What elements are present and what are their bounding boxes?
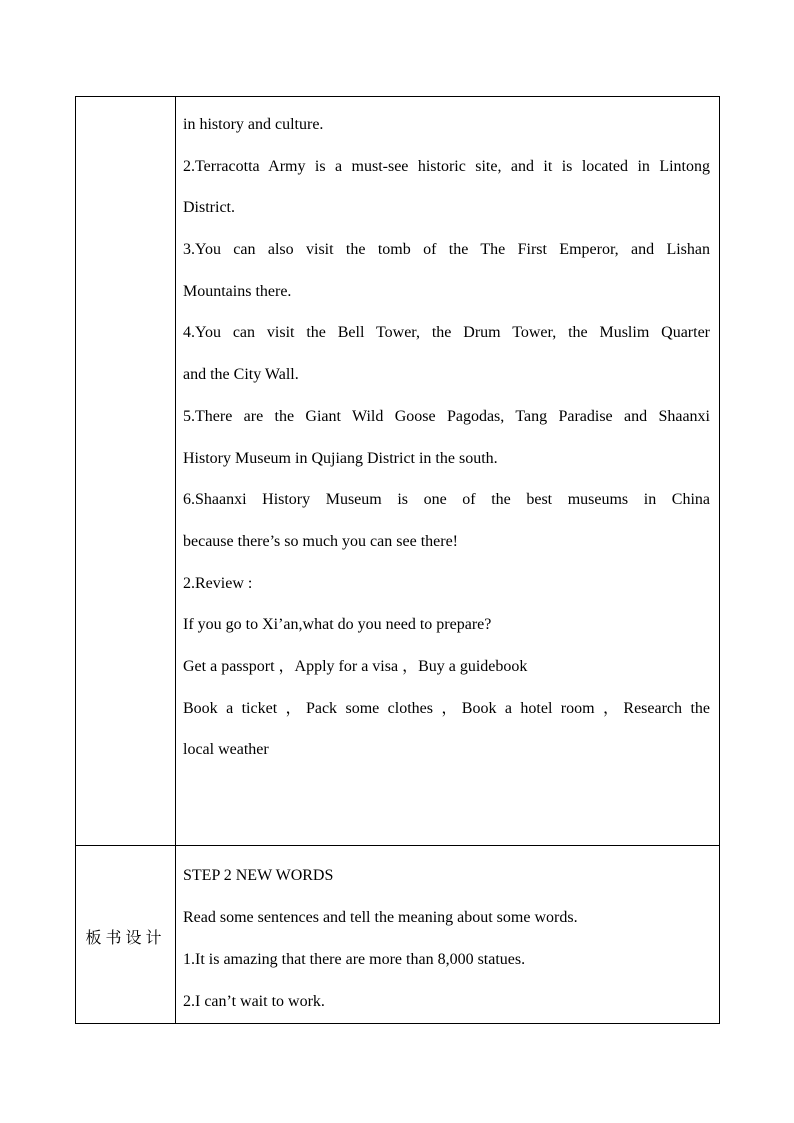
text-line: STEP 2 NEW WORDS: [183, 867, 334, 884]
text-line: 3.You can also visit the tomb of the The First Emperor, and Lishan: [183, 241, 710, 259]
text-line: Book a ticket ，Pack some clothes ，Book a hotel room ，Research the: [183, 699, 710, 717]
table-row: [76, 97, 720, 846]
text-line: Mountains there.: [183, 282, 292, 300]
content-cell-board-design: [176, 846, 720, 1024]
text-line: Get a passport ，Apply for a visa ，Buy a guidebook: [183, 657, 528, 675]
text-line: local weather: [183, 741, 269, 759]
text-line: and the City Wall.: [183, 366, 299, 384]
text-line: in history and culture.: [183, 116, 324, 133]
content-cell-procedure: [176, 97, 720, 846]
text-line: History Museum in Qujiang District in the south.: [183, 449, 498, 467]
text-line: District.: [183, 199, 235, 217]
table-row: [76, 846, 720, 1024]
text-line: 2.I can’t wait to work.: [183, 993, 325, 1010]
text-line: Read some sentences and tell the meaning about some words.: [183, 909, 578, 926]
row-label-cell: [76, 846, 176, 1024]
text-line: If you go to Xi’an,what do you need to prepare?: [183, 616, 492, 634]
text-line: 5.There are the Giant Wild Goose Pagodas, Tang Paradise and Shaanxi: [183, 407, 710, 425]
text-line: 4.You can visit the Bell Tower, the Drum Tower, the Muslim Quarter: [183, 324, 710, 342]
row-label-board-design: 板书设计: [85, 928, 166, 947]
row-label-cell-empty: [76, 97, 176, 846]
text-line: 2.Terracotta Army is a must-see historic site, and it is located in Lintong: [183, 157, 710, 175]
text-line: because there’s so much you can see there!: [183, 532, 458, 550]
lesson-plan-table: [75, 96, 720, 1024]
text-line: 1.It is amazing that there are more than 8,000 statues.: [183, 951, 526, 968]
text-line: 2.Review :: [183, 574, 253, 592]
text-line: 6.Shaanxi History Museum is one of the best museums in China: [183, 491, 710, 509]
